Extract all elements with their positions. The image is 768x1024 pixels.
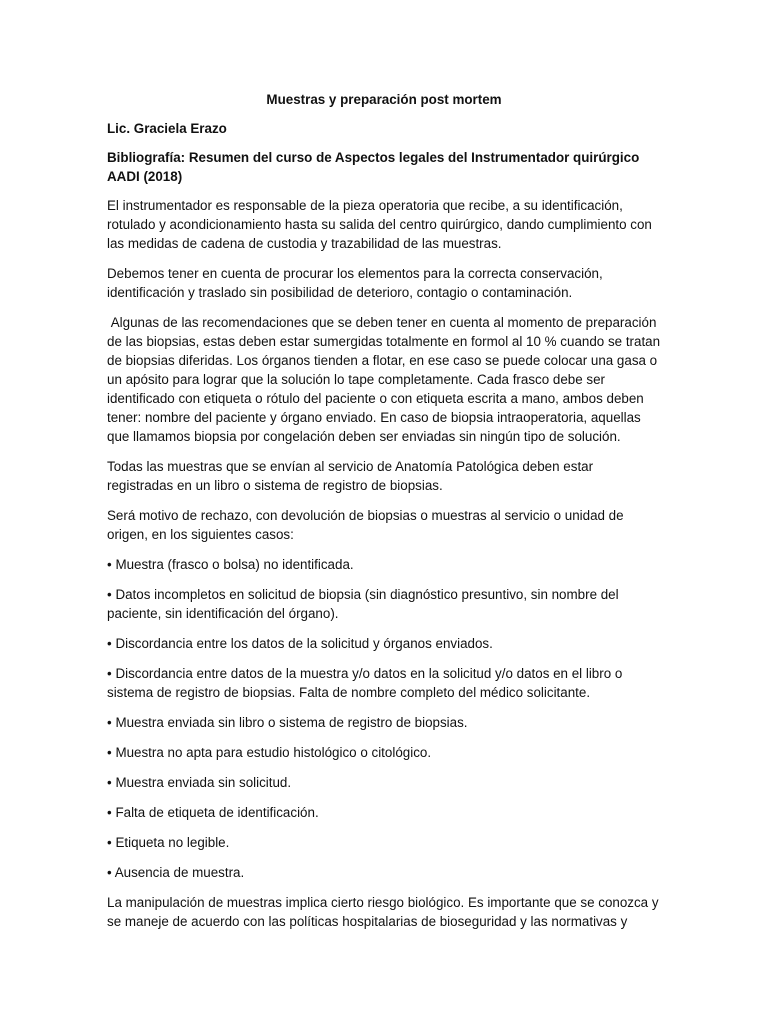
list-item-text: Datos incompletos en solicitud de biopsia (sin diagnóstico presuntivo, sin nombre del paciente, sin identificación del órgano). xyxy=(107,587,619,621)
list-item-text: Muestra enviada sin libro o sistema de registro de biopsias. xyxy=(115,715,468,730)
bibliography-line: Bibliografía: Resumen del curso de Aspectos legales del Instrumentador quirúrgico AADI (2018) xyxy=(107,150,640,184)
list-item xyxy=(107,713,661,732)
list-item-text: Muestra no apta para estudio histológico o citológico. xyxy=(115,745,432,760)
bullet-icon: • xyxy=(107,865,112,880)
bullet-icon: • xyxy=(107,775,112,790)
list-item-text: Discordancia entre datos de la muestra y/o datos en la solicitud y/o datos en el libro o sistema de registro de biopsias. Falta de nombre completo del médico solicitante. xyxy=(107,666,623,700)
list-item xyxy=(107,803,661,822)
list-item-text: Ausencia de muestra. xyxy=(114,865,245,880)
bullet-icon: • xyxy=(107,666,112,681)
list-item xyxy=(107,773,661,792)
list-item-text: Muestra enviada sin solicitud. xyxy=(115,775,292,790)
bullet-icon: • xyxy=(107,745,112,760)
list-item xyxy=(107,863,661,882)
paragraph: Debemos tener en cuenta de procurar los elementos para la correcta conservación, identificación y traslado sin posibilidad de deterioro, contagio o contaminación. xyxy=(107,266,603,300)
list-item xyxy=(107,833,661,852)
paragraph: El instrumentador es responsable de la pieza operatoria que recibe, a su identificación, rotulado y acondicionamiento hasta su salida del centro quirúrgico, dando cumplimiento con las medidas de cadena de custodia y trazabilidad de las muestras. xyxy=(107,198,652,251)
list-item xyxy=(107,634,661,653)
list-item-text: Muestra (frasco o bolsa) no identificada. xyxy=(115,557,354,572)
document-author: Lic. Graciela Erazo xyxy=(107,121,227,136)
bullet-icon: • xyxy=(107,587,112,602)
list-item xyxy=(107,585,661,623)
bullet-icon: • xyxy=(107,715,112,730)
list-item xyxy=(107,555,661,574)
document-body xyxy=(107,90,664,942)
bullet-icon: • xyxy=(107,636,112,651)
list-item-text: Falta de etiqueta de identificación. xyxy=(115,805,319,820)
list-item-text: Discordancia entre los datos de la solicitud y órganos enviados. xyxy=(115,636,493,651)
list-item xyxy=(107,664,661,702)
list-item xyxy=(107,743,661,762)
document-title: Muestras y preparación post mortem xyxy=(266,92,502,107)
paragraph: Todas las muestras que se envían al servicio de Anatomía Patológica deben estar registradas en un libro o sistema de registro de biopsias. xyxy=(107,459,594,493)
closing-paragraph: La manipulación de muestras implica cierto riesgo biológico. Es importante que se conozca y se maneje de acuerdo con las políticas hospitalarias de bioseguridad y las normativas y xyxy=(107,895,659,929)
paragraph: Será motivo de rechazo, con devolución de biopsias o muestras al servicio o unidad de origen, en los siguientes casos: xyxy=(107,508,624,542)
bullet-icon: • xyxy=(107,805,112,820)
list-item-text: Etiqueta no legible. xyxy=(115,835,230,850)
bullet-icon: • xyxy=(107,835,112,850)
bullet-icon: • xyxy=(107,557,112,572)
paragraph: Algunas de las recomendaciones que se deben tener en cuenta al momento de preparación de las biopsias, estas deben estar sumergidas totalmente en formol al 10 % cuando se tratan de biopsias diferidas. Los órganos tienden a flotar, en ese caso se puede colocar una gasa o un apósito para lograr que la solución lo tape completamente. Cada frasco debe ser identificado con etiqueta o rótulo del paciente o con etiqueta escrita a mano, ambos deben tener: nombre del paciente y órgano enviado. En caso de biopsia intraoperatoria, aquellas que llamamos biopsia por congelación deben ser enviadas sin ningún tipo de solución. xyxy=(107,315,664,444)
